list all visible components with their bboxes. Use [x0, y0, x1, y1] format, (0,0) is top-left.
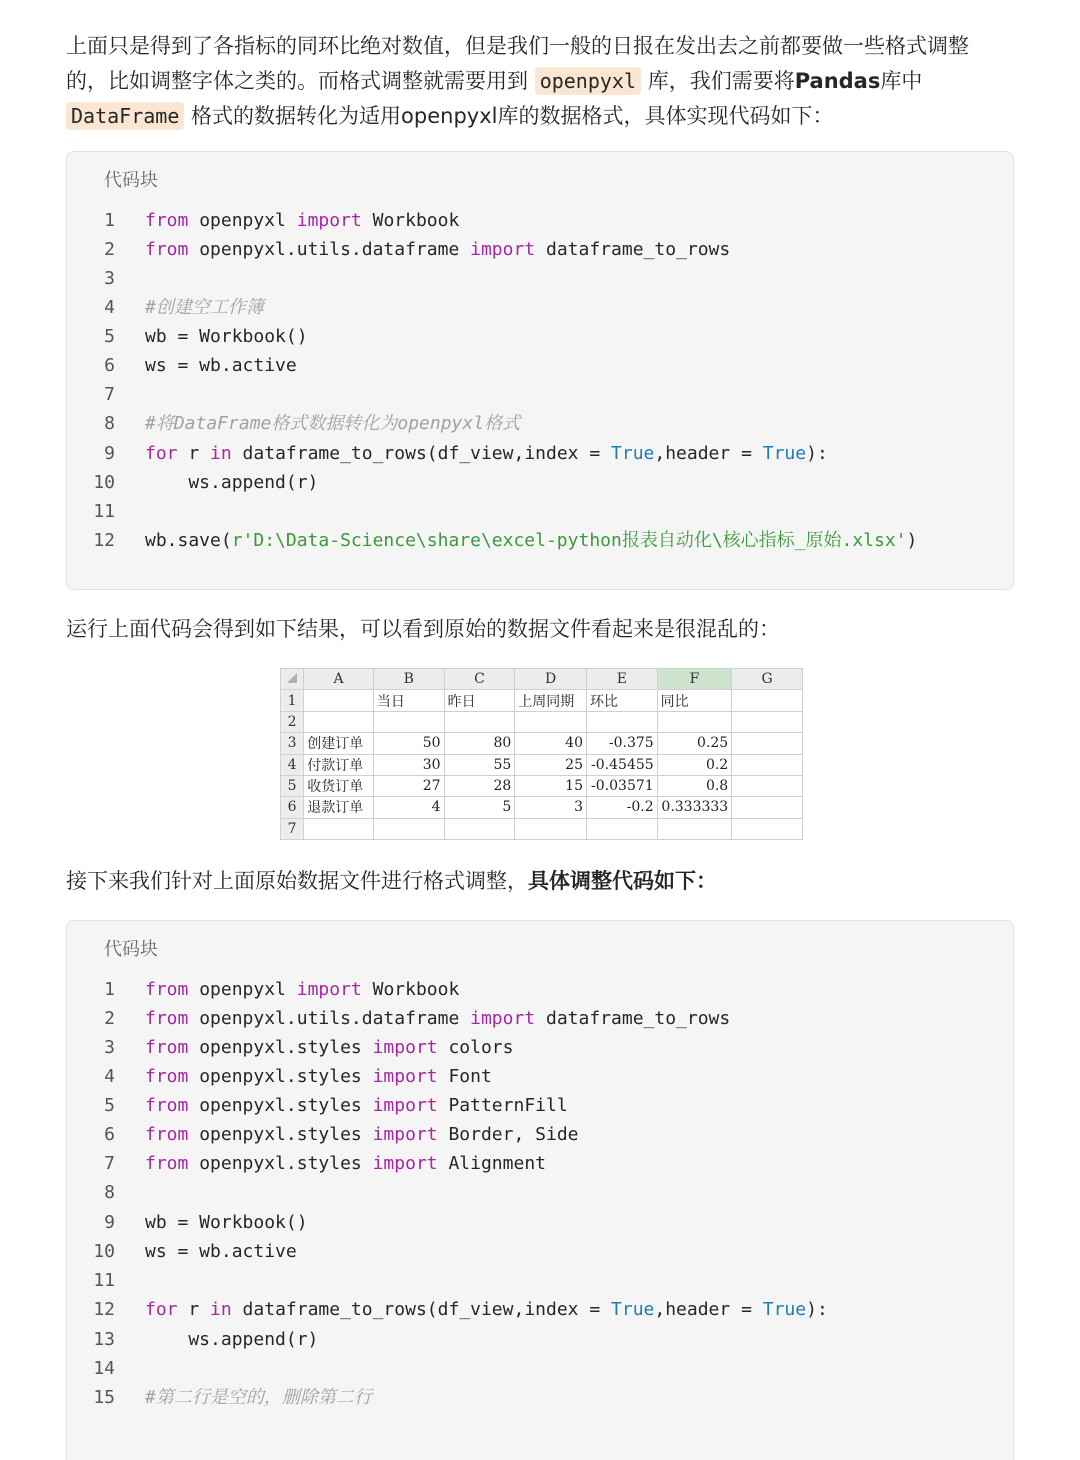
code-block-caption: 代码块	[104, 170, 158, 191]
cell: 0.2	[657, 754, 732, 775]
cell: 环比	[586, 690, 657, 711]
cell: 27	[373, 775, 444, 796]
adjust-bold-text: 具体调整代码如下：	[528, 869, 717, 893]
cell	[732, 690, 803, 711]
code-block-1[interactable]: 代码块 1 from openpyxl import Workbook 2 from openpyxl.utils.dataframe import dataframe_to_rows 3 4 #创建空工作簿 5 wb = Workbook() 6 ws = wb.active 7 8 #将DataFrame格式数据转化为openpyxl格式 9 for r in dataframe_to_rows(df_view,index = True,header = True): 10 ws.append(r) 11 12 wb.save(r'D:\Data-Science\share\excel-python报表自动化\核心指标_原始.xlsx')	[66, 151, 1014, 590]
intro-line-3	[66, 99, 1026, 134]
intro-text: 库中	[880, 69, 923, 93]
cell	[732, 797, 803, 818]
cell	[304, 711, 374, 732]
cell	[586, 711, 657, 732]
cell: -0.03571	[586, 775, 657, 796]
line-number: 6	[104, 355, 115, 376]
cell: 0.25	[657, 733, 732, 754]
cell: 0.333333	[657, 797, 732, 818]
adjust-text: 接下来我们针对上面原始数据文件进行格式调整，	[66, 869, 528, 893]
code-block-caption: 代码块	[104, 939, 158, 960]
row-header: 1	[281, 690, 304, 711]
column-header-row	[281, 669, 803, 690]
line-number: 15	[93, 1387, 115, 1408]
table-row	[281, 690, 803, 711]
cell	[373, 818, 444, 839]
line-number: 13	[93, 1329, 115, 1350]
select-all-corner	[281, 669, 304, 690]
table-row	[281, 797, 803, 818]
table-row	[281, 711, 803, 732]
row-header: 3	[281, 733, 304, 754]
cell	[657, 818, 732, 839]
cell: -0.375	[586, 733, 657, 754]
cell: 40	[515, 733, 587, 754]
line-number: 11	[93, 501, 115, 522]
line-number: 14	[93, 1358, 115, 1379]
cell: 上周同期	[515, 690, 587, 711]
line-number: 9	[104, 443, 115, 464]
cell: -0.2	[586, 797, 657, 818]
cell	[515, 818, 587, 839]
cell	[304, 690, 374, 711]
code-comment: #将DataFrame格式数据转化为openpyxl格式	[145, 413, 521, 434]
line-number: 3	[104, 268, 115, 289]
column-header: C	[444, 669, 515, 690]
intro-line-1: 上面只是得到了各指标的同环比绝对数值，但是我们一般的日报在发出去之前都要做一些格式调整	[66, 34, 969, 58]
cell	[304, 818, 374, 839]
cell	[515, 711, 587, 732]
line-number: 1	[104, 210, 115, 231]
cell	[444, 818, 515, 839]
line-number: 11	[93, 1270, 115, 1291]
cell: 退款订单	[304, 797, 374, 818]
corner-triangle-icon	[287, 673, 297, 683]
row-header: 6	[281, 797, 304, 818]
intro-line-2	[66, 64, 1026, 99]
cell: 80	[444, 733, 515, 754]
cell	[586, 818, 657, 839]
line-number: 12	[93, 1299, 115, 1320]
line-number: 10	[93, 472, 115, 493]
column-header: E	[586, 669, 657, 690]
table-row	[281, 775, 803, 796]
cell: 4	[373, 797, 444, 818]
cell	[373, 711, 444, 732]
intro-paragraph	[66, 29, 1026, 134]
inline-code-openpyxl: openpyxl	[535, 67, 641, 95]
cell	[657, 711, 732, 732]
line-number: 1	[104, 979, 115, 1000]
code-comment: #第二行是空的，删除第二行	[145, 1387, 372, 1408]
table-row	[281, 754, 803, 775]
cell: 0.8	[657, 775, 732, 796]
line-number: 6	[104, 1124, 115, 1145]
code-block-2[interactable]: 代码块 1 from openpyxl import Workbook 2 from openpyxl.utils.dataframe import dataframe_to_rows 3 from openpyxl.styles import colors 4 from openpyxl.styles import Font 5 from openpyxl.styles import PatternFill 6 from openpyxl.styles import Border, Side 7 from openpyxl.styles import Alignment 8 9 wb = Workbook() 10 ws = wb.active 11 12 for r in dataframe_to_rows(df_view,index = True,header = True): 13 ws.append(r) 14 15 #第二行是空的，删除第二行	[66, 920, 1014, 1460]
line-number: 4	[104, 1066, 115, 1087]
line-number: 4	[104, 297, 115, 318]
cell: 当日	[373, 690, 444, 711]
cell	[732, 818, 803, 839]
cell: 创建订单	[304, 733, 374, 754]
column-header: D	[515, 669, 587, 690]
cell: 30	[373, 754, 444, 775]
row-header: 5	[281, 775, 304, 796]
result-paragraph: 运行上面代码会得到如下结果，可以看到原始的数据文件看起来是很混乱的：	[66, 617, 780, 641]
column-header: B	[373, 669, 444, 690]
cell: 付款订单	[304, 754, 374, 775]
cell: 3	[515, 797, 587, 818]
cell	[732, 775, 803, 796]
cell: 5	[444, 797, 515, 818]
code-comment: #创建空工作簿	[145, 297, 264, 318]
line-number: 10	[93, 1241, 115, 1262]
cell: 同比	[657, 690, 732, 711]
row-header: 2	[281, 711, 304, 732]
cell	[444, 711, 515, 732]
line-number: 8	[104, 1182, 115, 1203]
line-number: 7	[104, 1153, 115, 1174]
table-row	[281, 733, 803, 754]
row-header: 4	[281, 754, 304, 775]
line-number: 2	[104, 239, 115, 260]
cell	[732, 754, 803, 775]
line-number: 5	[104, 326, 115, 347]
table-row	[281, 818, 803, 839]
column-header: A	[304, 669, 374, 690]
cell: 收货订单	[304, 775, 374, 796]
column-header: F	[657, 669, 732, 690]
line-number: 8	[104, 413, 115, 434]
cell: 昨日	[444, 690, 515, 711]
cell: 28	[444, 775, 515, 796]
row-header: 7	[281, 818, 304, 839]
intro-text: 格式的数据转化为适用openpyxl库的数据格式，具体实现代码如下：	[184, 104, 834, 128]
column-header: G	[732, 669, 803, 690]
cell: 55	[444, 754, 515, 775]
line-number: 9	[104, 1212, 115, 1233]
line-number: 12	[93, 530, 115, 551]
cell: 15	[515, 775, 587, 796]
bold-pandas: Pandas	[794, 69, 881, 93]
cell	[732, 711, 803, 732]
intro-text: 的，比如调整字体之类的。而格式调整就需要用到	[66, 69, 535, 93]
cell: 25	[515, 754, 587, 775]
line-number: 3	[104, 1037, 115, 1058]
intro-text: 库，我们需要将	[641, 69, 795, 93]
spreadsheet-preview	[280, 668, 803, 840]
line-number: 2	[104, 1008, 115, 1029]
adjust-paragraph	[66, 864, 1026, 899]
line-number: 7	[104, 384, 115, 405]
cell: -0.45455	[586, 754, 657, 775]
inline-code-dataframe: DataFrame	[66, 102, 184, 130]
line-number: 5	[104, 1095, 115, 1116]
cell: 50	[373, 733, 444, 754]
cell	[732, 733, 803, 754]
